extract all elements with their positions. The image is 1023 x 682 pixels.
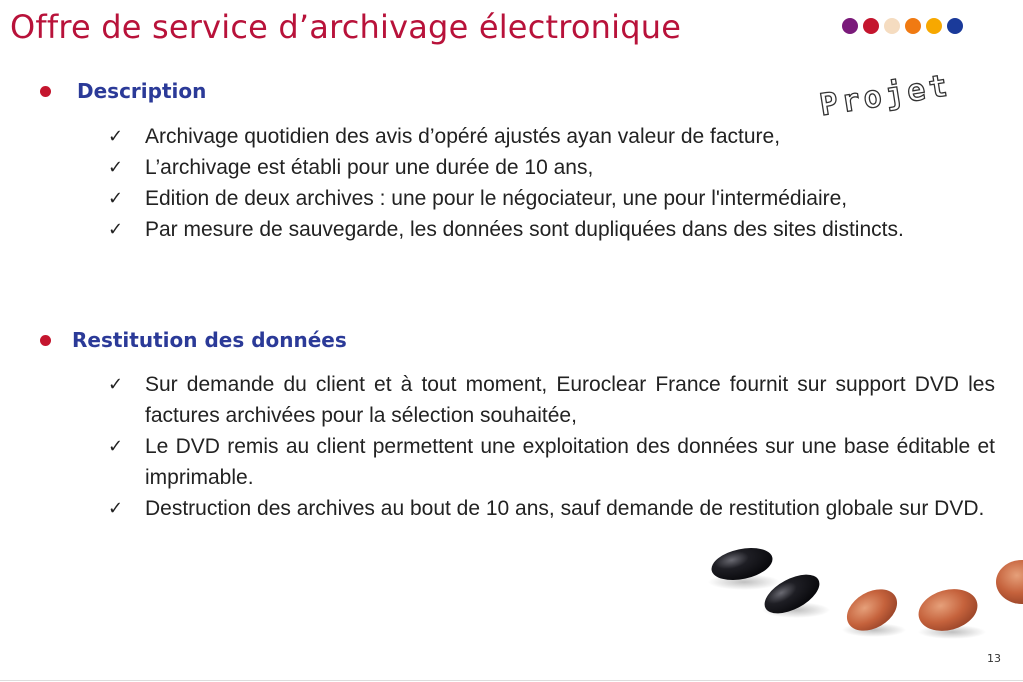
list-item-text: Sur demande du client et à tout moment, Euroclear France fournit sur support DVD les factures archivées pour la sélection souhaitée, [145,373,995,427]
restitution-list [108,369,995,524]
list-item [108,369,995,431]
list-item-text: Destruction des archives au bout de 10 ans, sauf demande de restitution globale sur DVD. [145,497,985,520]
bullet-icon [40,86,51,97]
section-description [40,79,206,103]
section-label: Restitution des données [72,328,347,352]
page-title: Offre de service d’archivage électronique [10,8,682,46]
dot-5 [926,18,942,34]
check-icon: ✓ [108,126,124,147]
list-item [108,183,995,214]
check-icon: ✓ [108,188,124,209]
pebbles-image [702,532,1023,646]
section-restitution [40,328,347,352]
stamp-text: Projet [817,68,954,124]
list-item [108,152,995,183]
check-icon: ✓ [108,498,124,519]
dot-6 [947,18,963,34]
check-icon: ✓ [108,374,124,395]
list-item [108,214,995,245]
description-list [108,121,995,245]
check-icon: ✓ [108,219,124,240]
check-icon: ✓ [108,157,124,178]
projet-stamp [810,62,1000,124]
list-item [108,431,995,493]
color-dots [842,18,963,34]
list-item-text: Edition de deux archives : une pour le négociateur, une pour l'intermédiaire, [145,187,848,210]
footer-divider [0,680,1023,681]
section-label: Description [77,79,207,103]
dot-1 [842,18,858,34]
list-item-text: Le DVD remis au client permettent une exploitation des données sur une base éditable et imprimable. [145,435,995,489]
list-item-text: Archivage quotidien des avis d’opéré ajustés ayan valeur de facture, [145,125,781,148]
list-item-text: Par mesure de sauvegarde, les données sont dupliquées dans des sites distincts. [145,218,904,241]
check-icon: ✓ [108,436,124,457]
list-item-text: L’archivage est établi pour une durée de 10 ans, [145,156,594,179]
bullet-icon [40,335,51,346]
list-item [108,493,995,524]
list-item [108,121,995,152]
dot-2 [863,18,879,34]
dot-3 [884,18,900,34]
dot-4 [905,18,921,34]
page-number: 13 [987,652,1001,665]
